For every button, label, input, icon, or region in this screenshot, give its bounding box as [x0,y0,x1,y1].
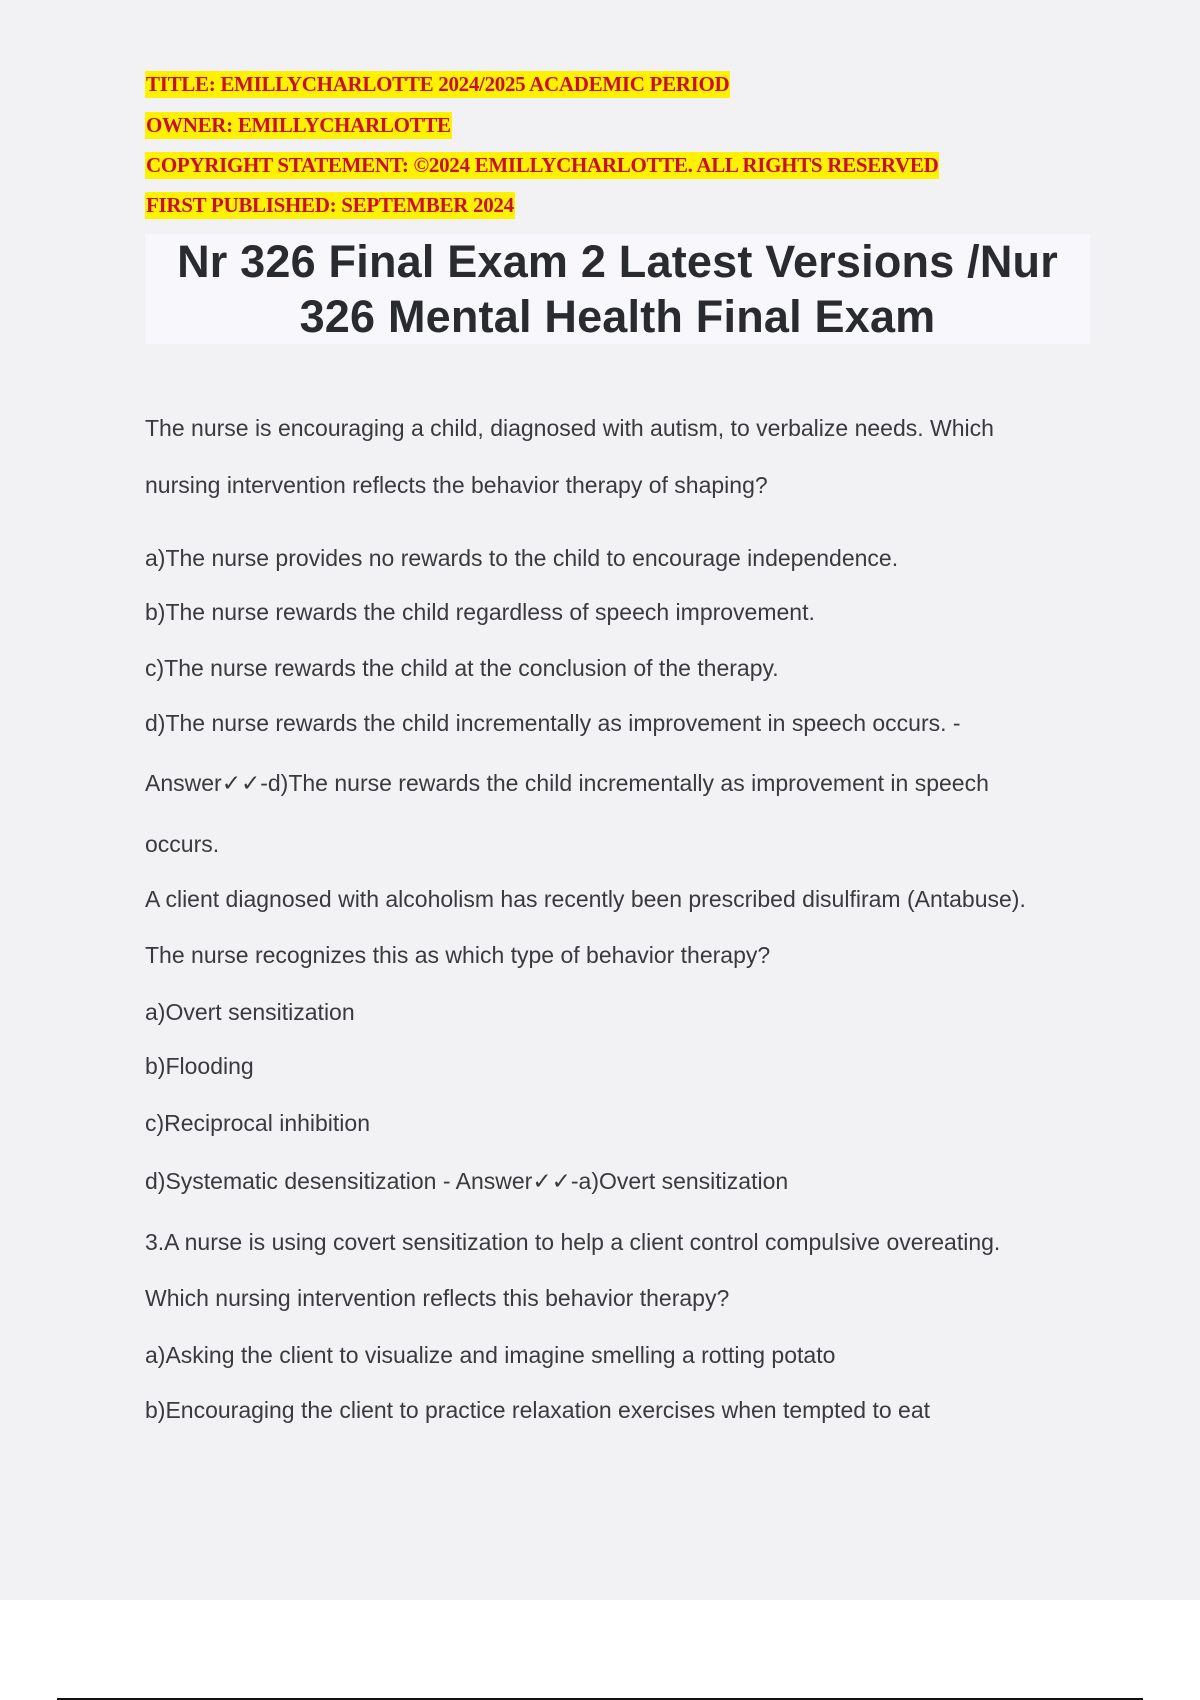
answer-option: a)Overt sensitization [145,999,355,1025]
question-stem-line: 3.A nurse is using covert sensitization to help a client control compulsive overeating. [145,1229,1001,1255]
document-title [145,234,1090,344]
question-stem-line: A client diagnosed with alcoholism has recently been prescribed disulfiram (Antabuse). [145,886,1026,912]
header-published-line: FIRST PUBLISHED: SEPTEMBER 2024 [146,193,514,217]
question-stem-line: Which nursing intervention reflects this behavior therapy? [145,1285,730,1311]
answer-option: b)Encouraging the client to practice relaxation exercises when tempted to eat [145,1397,930,1423]
header-copyright-line: COPYRIGHT STATEMENT: ©2024 EMILLYCHARLOTTE. ALL RIGHTS RESERVED [146,153,939,177]
answer-option: a)Asking the client to visualize and imagine smelling a rotting potato [145,1342,836,1368]
answer-option: d)Systematic desensitization - Answer✓✓-a)Overt sensitization [145,1168,789,1194]
question-stem-line: The nurse is encouraging a child, diagnosed with autism, to verbalize needs. Which [145,415,994,441]
answer-key-line: Answer✓✓-d)The nurse rewards the child incrementally as improvement in speech [145,770,989,796]
answer-key-line: occurs. [145,831,220,857]
answer-option: c)The nurse rewards the child at the conclusion of the therapy. [145,655,779,681]
question-stem-line: The nurse recognizes this as which type of behavior therapy? [145,942,771,968]
question-stem-line: nursing intervention reflects the behavior therapy of shaping? [145,472,768,498]
answer-option: b)The nurse rewards the child regardless of speech improvement. [145,599,815,625]
header-title-line: TITLE: EMILLYCHARLOTTE 2024/2025 ACADEMIC PERIOD [146,72,730,96]
document-title-line: 326 Mental Health Final Exam [299,291,936,342]
answer-option: c)Reciprocal inhibition [145,1110,370,1136]
answer-option: a)The nurse provides no rewards to the child to encourage independence. [145,545,899,571]
header-owner-line: OWNER: EMILLYCHARLOTTE [146,113,451,137]
answer-option: d)The nurse rewards the child incrementally as improvement in speech occurs. - [145,710,961,736]
document-title-line: Nr 326 Final Exam 2 Latest Versions /Nur [177,236,1058,287]
answer-option: b)Flooding [145,1053,254,1079]
